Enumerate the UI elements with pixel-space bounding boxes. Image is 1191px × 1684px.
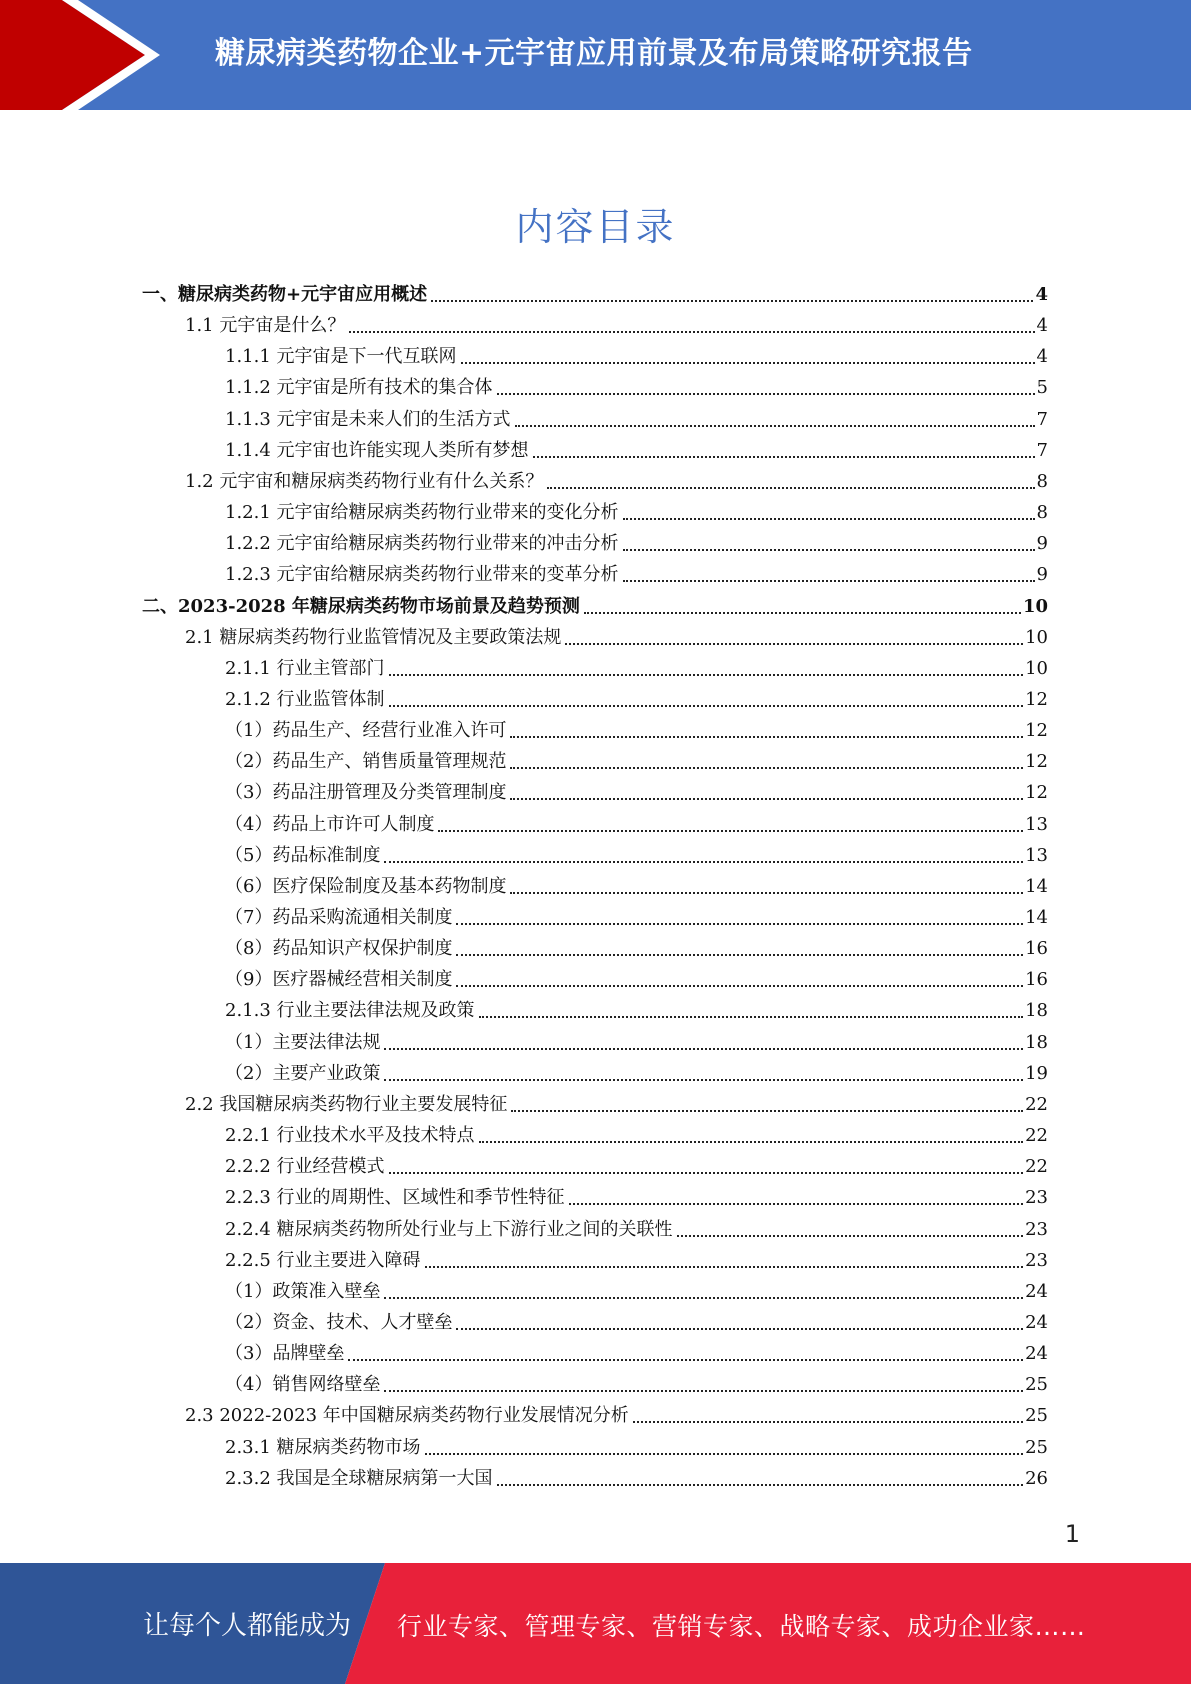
toc-entry[interactable]	[225, 563, 1048, 587]
toc-dot-leader	[384, 861, 1023, 863]
toc-entry[interactable]	[142, 595, 1048, 619]
toc-entry-page: 7	[1036, 408, 1048, 430]
toc-entry-page: 7	[1036, 439, 1048, 461]
toc-entry[interactable]	[225, 719, 1048, 743]
footer-slogan-left: 让每个人都能成为	[143, 1611, 352, 1641]
toc-entry-title: （1）政策准入壁垒	[225, 1280, 381, 1302]
toc-entry[interactable]	[225, 1436, 1048, 1460]
toc-dot-leader	[479, 1141, 1024, 1143]
report-footer	[0, 1563, 1191, 1684]
toc-entry-title: （3）品牌壁垒	[225, 1343, 345, 1365]
toc-dot-leader	[510, 736, 1023, 738]
toc-entry-page: 14	[1025, 907, 1048, 928]
toc-entry[interactable]	[225, 376, 1048, 400]
toc-dot-leader	[389, 705, 1024, 707]
toc-entry[interactable]	[225, 1373, 1048, 1397]
toc-entry-title: 2.2.1 行业技术水平及技术特点	[225, 1125, 475, 1147]
toc-entry-title: 2.2 我国糖尿病类药物行业主要发展特征	[185, 1093, 508, 1115]
toc-entry[interactable]	[185, 626, 1048, 650]
toc-entry-title: （2）资金、技术、人才壁垒	[225, 1311, 453, 1333]
toc-dot-leader	[623, 518, 1035, 520]
toc-dot-leader	[533, 456, 1035, 458]
toc-entry-page: 9	[1036, 564, 1048, 586]
toc-entry[interactable]	[225, 408, 1048, 432]
footer-slogan-right: 行业专家、管理专家、营销专家、战略专家、成功企业家……	[397, 1612, 1086, 1641]
toc-entry-title: 2.3 2022-2023 年中国糖尿病类药物行业发展情况分析	[185, 1405, 629, 1427]
toc-entry-page: 10	[1022, 595, 1048, 617]
toc-entry-page: 23	[1025, 1249, 1048, 1271]
toc-entry-page: 24	[1025, 1311, 1048, 1333]
toc-entry[interactable]	[185, 1404, 1048, 1428]
toc-entry-title: （4）销售网络壁垒	[225, 1374, 381, 1396]
toc-entry-page: 4	[1035, 284, 1048, 305]
toc-entry[interactable]	[225, 875, 1048, 899]
toc-dot-leader	[384, 1297, 1023, 1299]
report-title: 糖尿病类药物企业+元宇宙应用前景及布局策略研究报告	[215, 36, 973, 71]
toc-heading: 内容目录	[515, 205, 676, 249]
toc-entry-page: 4	[1036, 315, 1048, 337]
toc-dot-leader	[389, 674, 1024, 676]
toc-entry-page: 19	[1025, 1062, 1048, 1084]
toc-entry-title: 2.2.2 行业经营模式	[225, 1156, 385, 1178]
toc-entry[interactable]	[225, 968, 1048, 992]
toc-entry-title: （7）药品采购流通相关制度	[225, 907, 453, 928]
toc-entry-page: 13	[1025, 844, 1048, 866]
toc-dot-leader	[349, 331, 1034, 333]
toc-dot-leader	[384, 1079, 1023, 1081]
toc-entry[interactable]	[225, 657, 1048, 681]
toc-entry-page: 22	[1025, 1156, 1048, 1178]
toc-entry-page: 18	[1025, 1000, 1048, 1022]
toc-entry-title: 1.2.3 元宇宙给糖尿病类药物行业带来的变革分析	[225, 564, 619, 586]
toc-entry-title: 2.1.2 行业监管体制	[225, 688, 385, 710]
toc-entry-title: （2）主要产业政策	[225, 1062, 381, 1084]
toc-entry-title: 2.3.2 我国是全球糖尿病第一大国	[225, 1467, 493, 1489]
toc-entry-title: 2.1 糖尿病类药物行业监管情况及主要政策法规	[185, 626, 562, 648]
toc-entry[interactable]	[225, 1218, 1048, 1242]
toc-entry-title: 2.3.1 糖尿病类药物市场	[225, 1436, 421, 1458]
page-number: 1	[1064, 1520, 1080, 1548]
toc-entry-page: 23	[1025, 1187, 1048, 1209]
toc-entry[interactable]	[225, 1280, 1048, 1304]
toc-entry-page: 22	[1025, 1093, 1048, 1115]
toc-entry[interactable]	[225, 345, 1048, 369]
toc-entry[interactable]	[225, 1249, 1048, 1273]
toc-entry-title: 2.2.3 行业的周期性、区域性和季节性特征	[225, 1187, 565, 1209]
toc-entry[interactable]	[225, 688, 1048, 712]
toc-dot-leader	[479, 1016, 1024, 1018]
toc-entry-title: （2）药品生产、销售质量管理规范	[225, 751, 507, 773]
toc-entry-page: 25	[1025, 1374, 1048, 1396]
toc-dot-leader	[497, 1484, 1024, 1486]
toc-dot-leader	[456, 1328, 1023, 1330]
toc-dot-leader	[389, 1172, 1024, 1174]
toc-entry[interactable]	[185, 470, 1048, 494]
toc-entry-title: （5）药品标准制度	[225, 844, 381, 866]
toc-dot-leader	[425, 1266, 1024, 1268]
toc-entry-page: 18	[1025, 1031, 1048, 1053]
toc-dot-leader	[461, 362, 1035, 364]
toc-dot-leader	[348, 1359, 1023, 1361]
toc-entry-title: 2.1.1 行业主管部门	[225, 657, 385, 679]
toc-entry-page: 23	[1025, 1218, 1048, 1240]
toc-entry-page: 12	[1025, 782, 1048, 804]
toc-dot-leader	[384, 1048, 1023, 1050]
toc-dot-leader	[510, 892, 1023, 894]
toc-dot-leader	[425, 1453, 1024, 1455]
toc-entry[interactable]	[225, 781, 1048, 805]
toc-entry[interactable]	[142, 283, 1048, 307]
toc-entry-page: 14	[1025, 875, 1048, 897]
toc-entry[interactable]	[185, 314, 1048, 338]
toc-entry[interactable]	[225, 439, 1048, 463]
toc-entry-title: （3）药品注册管理及分类管理制度	[225, 782, 507, 804]
toc-entry-page: 9	[1036, 533, 1048, 555]
toc-entry-title: 1.2 元宇宙和糖尿病类药物行业有什么关系？	[185, 470, 544, 492]
toc-dot-leader	[511, 1110, 1023, 1112]
toc-dot-leader	[456, 923, 1023, 925]
toc-entry-page: 8	[1036, 470, 1048, 492]
toc-entry[interactable]	[225, 1467, 1048, 1491]
toc-dot-leader	[510, 767, 1023, 769]
toc-entry-title: 1.2.1 元宇宙给糖尿病类药物行业带来的变化分析	[225, 502, 619, 524]
toc-dot-leader	[456, 954, 1023, 956]
toc-dot-leader	[633, 1421, 1023, 1423]
toc-entry-title: （1）主要法律法规	[225, 1031, 381, 1053]
toc-entry-page: 4	[1036, 346, 1048, 368]
toc-entry[interactable]	[225, 1062, 1048, 1086]
toc-entry[interactable]	[225, 1031, 1048, 1055]
toc-entry-title: （8）药品知识产权保护制度	[225, 938, 453, 960]
toc-entry-page: 16	[1025, 938, 1048, 960]
toc-dot-leader	[384, 1390, 1023, 1392]
toc-entry-page: 12	[1025, 751, 1048, 773]
toc-entry-page: 13	[1025, 813, 1048, 835]
toc-entry-title: 1.1.3 元宇宙是未来人们的生活方式	[225, 408, 511, 430]
toc-entry-title: 2.2.5 行业主要进入障碍	[225, 1249, 421, 1271]
toc-entry[interactable]	[225, 937, 1048, 961]
toc-entry-title: 一、糖尿病类药物+元宇宙应用概述	[142, 284, 428, 305]
toc-entry[interactable]	[225, 906, 1048, 930]
toc-entry[interactable]	[225, 999, 1048, 1023]
toc-entry-page: 22	[1025, 1125, 1048, 1147]
toc-dot-leader	[515, 425, 1035, 427]
toc-entry[interactable]	[225, 1155, 1048, 1179]
toc-dot-leader	[565, 643, 1023, 645]
toc-entry-title: 1.1 元宇宙是什么？	[185, 315, 346, 337]
toc-entry-page: 10	[1025, 626, 1048, 648]
toc-entry[interactable]	[225, 813, 1048, 837]
toc-entry-page: 16	[1025, 969, 1048, 991]
toc-entry-page: 12	[1025, 688, 1048, 710]
toc-entry-page: 25	[1025, 1436, 1048, 1458]
toc-dot-leader	[497, 393, 1035, 395]
toc-entry-title: 1.2.2 元宇宙给糖尿病类药物行业带来的冲击分析	[225, 533, 619, 555]
toc-entry-title: 二、2023-2028 年糖尿病类药物市场前景及趋势预测	[142, 595, 580, 617]
toc-entry-title: 1.1.4 元宇宙也许能实现人类所有梦想	[225, 439, 529, 461]
toc-dot-leader	[456, 985, 1023, 987]
toc-entry-page: 12	[1025, 720, 1048, 742]
toc-entry-title: 1.1.1 元宇宙是下一代互联网	[225, 346, 457, 368]
toc-entry[interactable]	[225, 501, 1048, 525]
toc-entry-page: 24	[1025, 1343, 1048, 1365]
toc-entry[interactable]	[225, 844, 1048, 868]
toc-dot-leader	[623, 580, 1035, 582]
toc-entry[interactable]	[225, 1342, 1048, 1366]
toc-entry-title: （6）医疗保险制度及基本药物制度	[225, 875, 507, 897]
toc-dot-leader	[438, 830, 1023, 832]
toc-entry-page: 10	[1025, 657, 1048, 679]
toc-dot-leader	[677, 1235, 1024, 1237]
toc-entry[interactable]	[225, 1186, 1048, 1210]
toc-entry[interactable]	[185, 1093, 1048, 1117]
toc-dot-leader	[569, 1203, 1024, 1205]
toc-entry[interactable]	[225, 1124, 1048, 1148]
toc-entry[interactable]	[225, 750, 1048, 774]
toc-dot-leader	[510, 798, 1023, 800]
toc-entry-title: 1.1.2 元宇宙是所有技术的集合体	[225, 377, 493, 399]
toc-entry-page: 26	[1025, 1467, 1048, 1489]
toc-entry-page: 8	[1036, 502, 1048, 524]
toc-entry-page: 25	[1025, 1405, 1048, 1427]
toc-entry-page: 5	[1036, 377, 1048, 399]
toc-dot-leader	[623, 549, 1035, 551]
toc-entry-title: （9）医疗器械经营相关制度	[225, 969, 453, 991]
report-header	[0, 0, 1191, 110]
toc-entry-title: 2.1.3 行业主要法律法规及政策	[225, 1000, 475, 1022]
toc-entry-title: （1）药品生产、经营行业准入许可	[225, 720, 507, 742]
toc-dot-leader	[547, 487, 1034, 489]
toc-dot-leader	[584, 612, 1021, 614]
toc-entry[interactable]	[225, 532, 1048, 556]
toc-entry[interactable]	[225, 1311, 1048, 1335]
toc-entry-title: 2.2.4 糖尿病类药物所处行业与上下游行业之间的关联性	[225, 1218, 673, 1240]
toc-entry-title: （4）药品上市许可人制度	[225, 813, 435, 835]
toc-entry-page: 24	[1025, 1280, 1048, 1302]
toc-dot-leader	[431, 300, 1033, 302]
